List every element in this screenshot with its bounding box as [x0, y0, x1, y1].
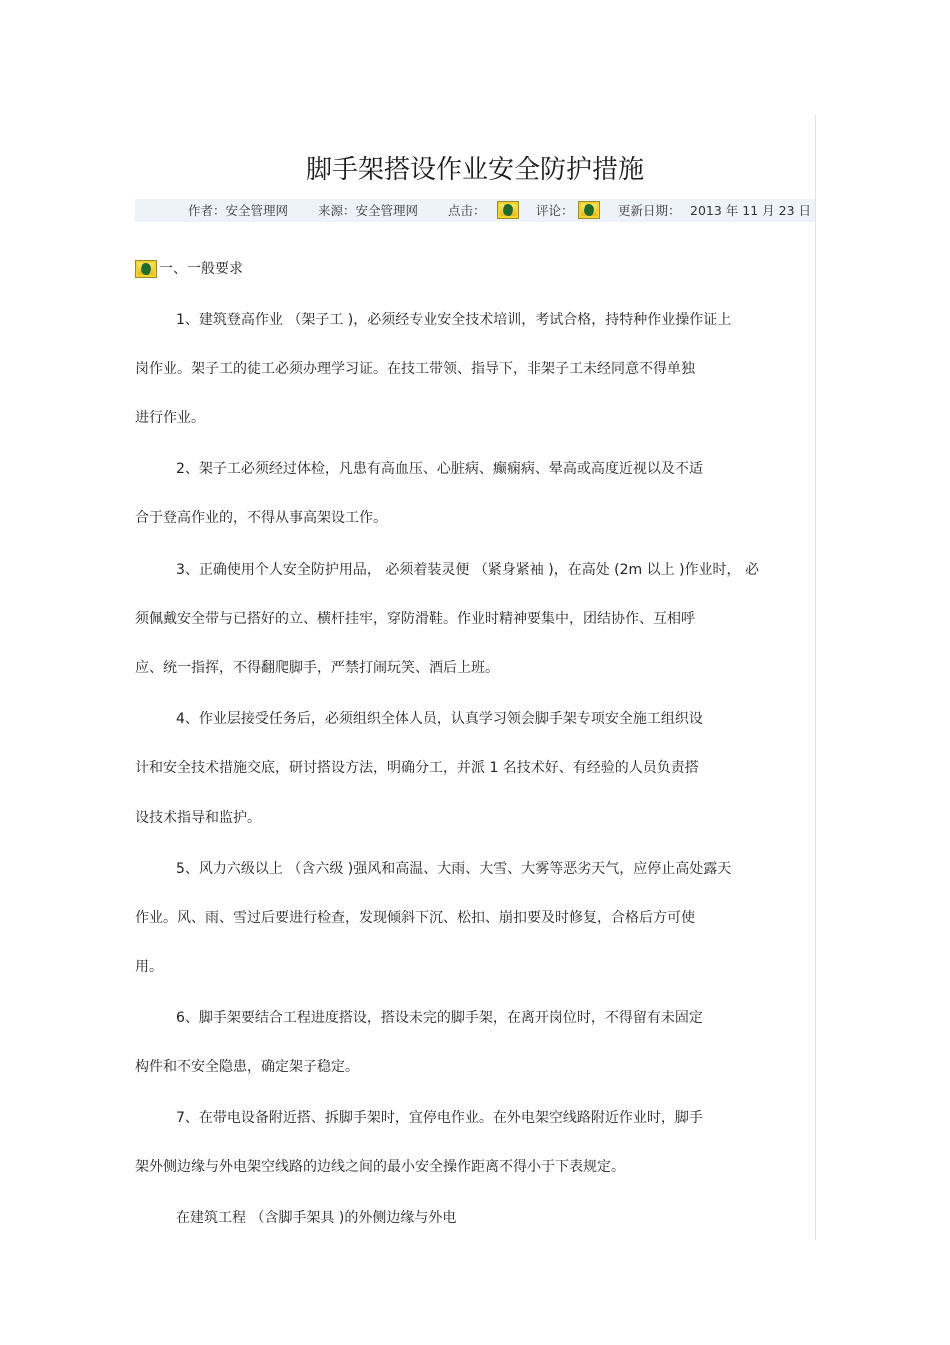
clicks-icon[interactable]: [497, 201, 519, 219]
body-line: 岗作业。架子工的徒工必须办理学习证。在技工带领、指导下，非架子工未经同意不得单独: [135, 361, 695, 377]
meta-clicks-label: 点击：: [448, 203, 486, 218]
body-line: 架外侧边缘与外电架空线路的边线之间的最小安全操作距离不得小于下表规定。: [135, 1159, 625, 1175]
body-line: 5、风力六级以上 （含六级 )强风和高温、大雨、大雪、大雾等恶劣天气，应停止高处露天: [176, 861, 732, 877]
meta-comments-label: 评论：: [536, 203, 574, 218]
body-line: 构件和不安全隐患，确定架子稳定。: [135, 1059, 359, 1075]
body-line: 作业。风、雨、雪过后要进行检查，发现倾斜下沉、松扣、崩扣要及时修复，合格后方可使: [135, 910, 695, 926]
section-heading-text: 一、一般要求: [159, 261, 243, 277]
article-meta-bar: [135, 199, 815, 222]
body-line: 须佩戴安全带与已搭好的立、横杆挂牢，穿防滑鞋。作业时精神要集中，团结协作、互相呼: [135, 611, 695, 627]
body-line: 7、在带电设备附近搭、拆脚手架时，宜停电作业。在外电架空线路附近作业时，脚手: [176, 1110, 703, 1126]
meta-author: 作者：安全管理网: [188, 203, 289, 218]
body-line: 合于登高作业的，不得从事高架设工作。: [135, 510, 387, 526]
body-line: 4、作业层接受任务后，必须组织全体人员，认真学习领会脚手架专项安全施工组织设: [176, 711, 703, 727]
body-line: 3、正确使用个人安全防护用品， 必须着装灵便 （紧身紧袖 )，在高处 (2m 以上 )作业时， 必: [176, 562, 759, 578]
page-right-rule: [815, 115, 816, 1240]
comments-icon[interactable]: [578, 201, 600, 219]
page-title: 脚手架搭设作业安全防护措施: [305, 155, 644, 185]
body-line: 2、架子工必须经过体检，凡患有高血压、心脏病、癫痫病、晕高或高度近视以及不适: [176, 461, 703, 477]
meta-date-value: 2013 年 11 月 23 日: [690, 203, 811, 218]
body-line: 进行作业。: [135, 410, 205, 426]
section-bullet-icon: [135, 260, 157, 278]
body-line: 计和安全技术措施交底，研讨搭设方法，明确分工，并派 1 名技术好、有经验的人员负责搭: [135, 760, 699, 776]
body-line: 应、统一指挥，不得翻爬脚手，严禁打闹玩笑、酒后上班。: [135, 660, 499, 676]
body-line: 6、脚手架要结合工程进度搭设，搭设未完的脚手架，在离开岗位时，不得留有未固定: [176, 1010, 703, 1026]
meta-source: 来源：安全管理网: [318, 203, 419, 218]
body-line: 设技术指导和监护。: [135, 810, 261, 826]
body-line: 用。: [135, 959, 163, 975]
meta-date-label: 更新日期：: [618, 203, 681, 218]
body-line: 1、建筑登高作业 （架子工 )，必须经专业安全技术培训，考试合格，持特种作业操作证上: [176, 312, 732, 328]
body-line: 在建筑工程 （含脚手架具 )的外侧边缘与外电: [176, 1210, 457, 1226]
